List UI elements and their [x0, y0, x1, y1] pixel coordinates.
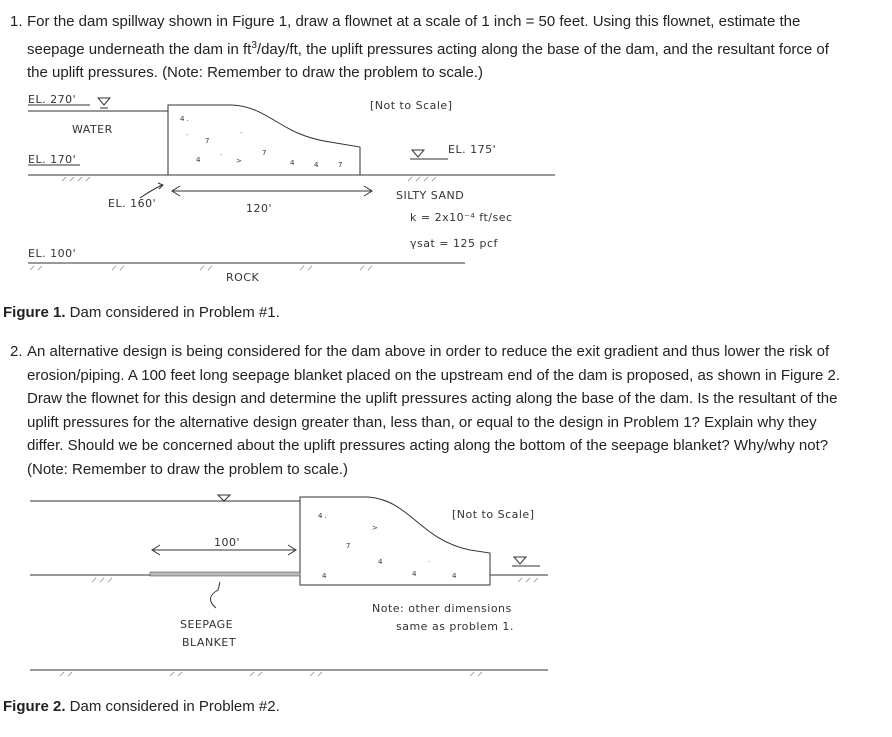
svg-text:4: 4	[412, 570, 417, 578]
water-surface-downstream-icon	[410, 150, 448, 159]
svg-text:4: 4	[314, 161, 319, 169]
problem-1-superscript: 3	[251, 39, 257, 51]
permeability-label: k = 2x10⁻⁴ ft/sec	[410, 211, 513, 224]
problem-1-text-a: For the dam spillway shown in Figure 1, draw a flownet at a scale of 1 inch = 50 feet. Using this flownet, estimate the seepage underneath the dam in ft	[27, 13, 801, 58]
blanket-length-label: 100'	[214, 536, 241, 549]
problem-2	[10, 340, 850, 481]
ground-hatch-4	[518, 578, 538, 582]
width-label: 120'	[246, 202, 273, 215]
water-surface-downstream-icon-2	[512, 557, 540, 566]
svg-text:.: .	[186, 129, 189, 137]
svg-text:>: >	[372, 524, 378, 532]
problem-1-text	[27, 10, 850, 85]
problem-2-text: An alternative design is being considered for the dam above in order to reduce the exit gradient and thus lower the risk of erosion/piping. A 100 feet long seepage blanket placed on the upstream end of the dam is proposed, as shown in Figure 2. Draw the flownet for this design and determine the uplift pressures acting along the base of the dam. Is the resultant of the uplift pressures for the alternative design greater than, less than, or equal to the design in Problem 1? Explain why they differ. Should we be concerned about the uplift pressures acting along the bottom of the seepage blanket? Why/why not? (Note: Remember to draw the problem to scale.)	[27, 343, 841, 478]
soil-label: SILTY SAND	[396, 189, 465, 202]
seepage-blanket	[150, 572, 300, 576]
el-downstream-label: EL. 175'	[448, 143, 497, 156]
ground-hatch-1	[62, 177, 90, 181]
ground-hatch-2	[408, 177, 436, 181]
not-to-scale-2: [Not to Scale]	[452, 508, 535, 521]
svg-text:.: .	[240, 127, 243, 135]
svg-text:7: 7	[262, 149, 267, 157]
el-cutoff-label: EL. 160'	[108, 197, 157, 210]
svg-text:.: .	[428, 556, 431, 564]
svg-text:>: >	[236, 157, 242, 165]
figure-1-caption	[3, 304, 280, 321]
el-ground-label: EL. 170'	[28, 153, 77, 166]
svg-text:4: 4	[452, 572, 457, 580]
note-line-2: same as problem 1.	[396, 620, 514, 633]
figure-2-caption-text: Dam considered in Problem #2.	[65, 698, 280, 715]
blanket-label-2: BLANKET	[182, 636, 237, 649]
rock-hatch-2	[60, 672, 482, 676]
water-surface-icon	[98, 98, 110, 111]
dam-body	[168, 105, 360, 175]
note-line-1: Note: other dimensions	[372, 602, 512, 615]
problem-2-number: 2.	[10, 343, 23, 360]
el-upstream-label: EL. 270'	[28, 95, 77, 106]
figure-2-caption-bold: Figure 2.	[3, 698, 66, 715]
figure-2-caption	[3, 698, 280, 715]
figure-2	[0, 490, 892, 690]
figure-1-caption-bold: Figure 1.	[3, 304, 66, 321]
ground-hatch-3	[92, 578, 112, 582]
svg-text:4: 4	[378, 558, 383, 566]
figure-1-caption-text: Dam considered in Problem #1.	[65, 304, 280, 321]
svg-text:4: 4	[290, 159, 295, 167]
not-to-scale-1: [Not to Scale]	[370, 99, 453, 112]
problem-1-number: 1.	[10, 13, 23, 30]
svg-text:4: 4	[322, 572, 327, 580]
water-surface-icon-2	[218, 495, 230, 501]
svg-text:7: 7	[346, 542, 351, 550]
svg-text:7: 7	[205, 137, 210, 145]
svg-text:4: 4	[196, 156, 201, 164]
unit-weight-label: γsat = 125 pcf	[410, 237, 498, 250]
figure-1	[0, 95, 892, 290]
svg-text:7: 7	[338, 161, 343, 169]
rock-label: ROCK	[226, 271, 260, 284]
el-rock-label: EL. 100'	[28, 247, 77, 260]
svg-text:.: .	[220, 149, 223, 157]
svg-text:4 .: 4 .	[180, 115, 189, 123]
problem-1	[10, 10, 850, 85]
rock-hatch	[30, 266, 372, 270]
problem-1-text-b: /day/ft, the uplift pressures acting along the base of the dam, and the resultant force of the uplift pressures. (Note: Remember to draw the problem to scale.)	[27, 40, 829, 81]
water-label: WATER	[72, 123, 113, 136]
blanket-label-1: SEEPAGE	[180, 618, 234, 631]
blanket-pointer-arrow	[210, 582, 220, 608]
svg-text:4 .: 4 .	[318, 512, 327, 520]
